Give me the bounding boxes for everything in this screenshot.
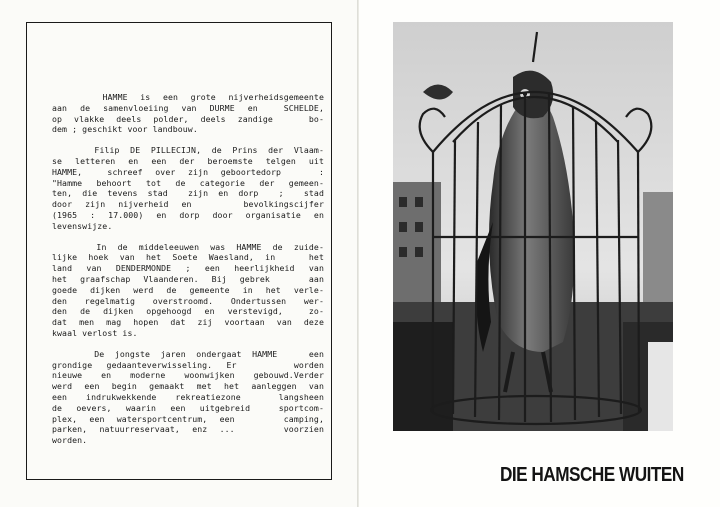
text-line: door zijn nijverheid en bevolkingscijfer bbox=[52, 199, 324, 210]
text-line: dem ; geschikt voor landbouw. bbox=[52, 124, 198, 135]
paragraph-1 bbox=[52, 92, 324, 135]
paragraph-4 bbox=[52, 349, 324, 446]
text-line: ten, die tevens stad zijn en dorp ; stad bbox=[52, 188, 324, 199]
text-line: kwaal verlost is. bbox=[52, 327, 138, 338]
text-line: parken, natuurreservaat, enz ... voorzien bbox=[52, 424, 324, 435]
text-line: HAMME, schreef over zijn geboortedorp : bbox=[52, 166, 324, 177]
text-line: grondige gedaanteverwisseling. Er worden bbox=[52, 359, 324, 370]
text-line: werd een begin gemaakt met het aanleggen van bbox=[52, 381, 324, 392]
text-line: worden. bbox=[52, 435, 88, 446]
text-line: In de middeleeuwen was HAMME de zuide- bbox=[52, 241, 324, 252]
text-line: nieuwe en moderne woonwijken gebouwd.Verder bbox=[52, 370, 324, 381]
text-line: dat men mag hopen dat zij voortaan van deze bbox=[52, 317, 324, 328]
text-line: levenswijze. bbox=[52, 220, 113, 231]
text-line: goede dijken werd de gemeente in het verle- bbox=[52, 284, 324, 295]
text-line: de oevers, waarin een uitgebreid sportcom- bbox=[52, 402, 324, 413]
paragraph-2 bbox=[52, 145, 324, 231]
text-line: het graafschap Vlaanderen. Bij gebrek aan bbox=[52, 273, 324, 284]
text-line: land van DENDERMONDE ; een heerlijkheid van bbox=[52, 263, 324, 274]
text-line: aan de samenvloeiing van DURME en SCHELDE, bbox=[52, 102, 324, 113]
photo-bird-cage bbox=[393, 22, 673, 431]
text-line: den regelmatig overstroomd. Ondertussen wer- bbox=[52, 295, 324, 306]
text-line: (1965 : 17.000) en dorp door organisatie en bbox=[52, 209, 324, 220]
left-page bbox=[0, 0, 358, 507]
paragraph-3 bbox=[52, 242, 324, 339]
text-line: lijke hoek van het Soete Waesland, in het bbox=[52, 252, 324, 263]
text-line: een indrukwekkende rekreatiezone langsheen bbox=[52, 391, 324, 402]
text-line: op vlakke deels polder, deels zandige bo- bbox=[52, 113, 324, 124]
article-text bbox=[52, 92, 324, 456]
text-line: "Hamme behoort tot de categorie der gemeen- bbox=[52, 177, 324, 188]
text-line: HAMME is een grote nijverheidsgemeente bbox=[52, 92, 324, 102]
text-line: se letteren en een der beroemste telgen uit bbox=[52, 155, 324, 166]
text-line: den de dijken opgehoogd en verstevigd, zo- bbox=[52, 306, 324, 317]
text-line: plex, een watersportcentrum, een camping, bbox=[52, 413, 324, 424]
photo-caption: DIE HAMSCHE WUITEN bbox=[500, 464, 684, 486]
text-line: De jongste jaren ondergaat HAMME een bbox=[52, 348, 324, 359]
text-line: Filip DE PILLECIJN, de Prins der Vlaam- bbox=[52, 145, 324, 156]
